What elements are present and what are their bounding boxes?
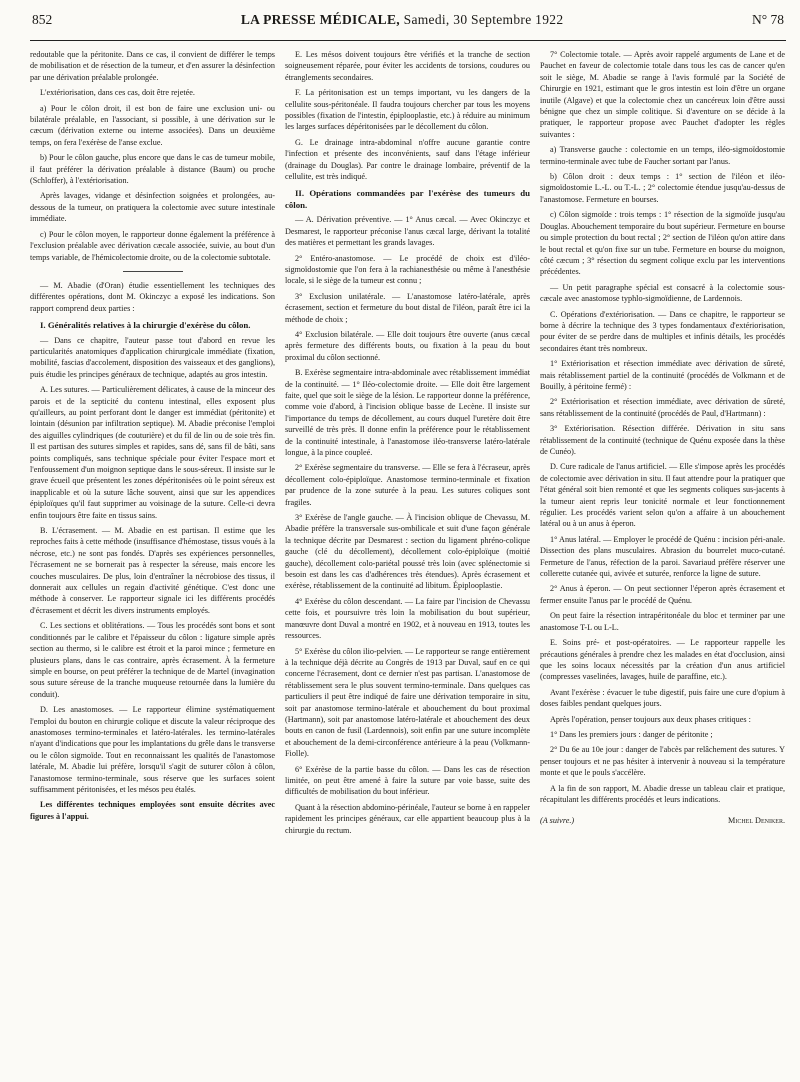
paragraph: 2° Exérèse segmentaire du transverse. — Elle se fera à l'écraseur, après décollement colo-épiploïque. Anastomose termino-terminale et fixation par prudence de la zone suturée à la peau. Les sutures coliques sont fragiles.	[285, 463, 530, 507]
article-columns	[30, 49, 786, 840]
paragraph: F. La péritonisation est un temps important, vu les dangers de la cellulite sous-péritonéale. Il faudra toujours chercher par tous les moyens possibles (fixation de l'intestin, épiplooplastie, etc.) à réduire au minimum les larges surfaces dépéritonisées par le décollement du côlon.	[285, 88, 530, 132]
paragraph: Les différentes techniques employées sont ensuite décrites avec figures à l'appui.	[30, 800, 275, 821]
paragraph: 3° Exclusion unilatérale. — L'anastomose latéro-latérale, après écrasement, section et fermeture du bout distal de l'iléon, paraît être ici la méthode de choix ;	[285, 291, 530, 324]
paragraph: Après l'opération, penser toujours aux deux phases critiques :	[550, 714, 751, 724]
author-name: Michel Deniker.	[728, 816, 785, 826]
paragraph: 4° Exclusion bilatérale. — Elle doit toujours être ouverte (anus cæcal après fermeture des différents bouts, ou fixation à la peau du bout proximal du côlon sectionné.	[285, 329, 530, 362]
paragraph: 2° Entéro-anastomose. — Le procédé de choix est d'iléo-sigmoïdostomie que l'on fera à la rachianesthésie ou même à l'anesthésie locale, si le siège de la tumeur est connu ;	[285, 253, 530, 286]
paragraph: 3° Exérèse de l'angle gauche. — À l'incision oblique de Chevassu, M. Abadie préfère la transversale sus-ombilicale et suit d'une façon générale la technique décrite par Desmarest : section du ligament phréno-colique gauche (clé du décollement), décollement colo-épiploïque (moitié gauche), décollement colo-pariétal poussé très loin (avec splénectomie si besoin est dans les cas d'adhérences très étendues). Après écrasement et exérèse, rétablissement de la continuité ad libitum. Épiplooplastie.	[285, 513, 530, 591]
paragraph: Après lavages, vidange et désinfection soignées et prolongées, au-dessous de la tumeur, on pratiquera la colectomie avec suture intestinale immédiate.	[30, 191, 275, 224]
issue-date: Samedi, 30 Septembre 1922	[403, 12, 564, 27]
paragraph: a) Pour le côlon droit, il est bon de faire une exclusion uni- ou bilatérale préalable, en l'associant, si possible, à une dérivation sur le cæcum (dérivation externe ou interne associées). Dans un deuxième temps, on fera l'exérèse de l'anse exclue.	[30, 103, 275, 147]
paragraph: 1° Extériorisation et résection immédiate avec dérivation de sûreté, mais rétablissement partiel de la continuité (procédés de Volkmann et de Bouilly, à péritoine fermé) :	[540, 359, 785, 391]
paragraph: 2° Extériorisation et résection immédiate, avec dérivation de sûreté, sans rétablissement de la continuité (procédés de Paul, d'Hartmann) :	[540, 397, 785, 418]
page-header	[30, 12, 786, 34]
paragraph: c) Pour le côlon moyen, le rapporteur donne également la préférence à l'exclusion préalable avec dérivation cæcale associée, suivie, au bout d'un temps variable, de l'hémicolectomie droite, ou de la colectomie subtotale.	[30, 229, 275, 262]
paragraph: 6° Exérèse de la partie basse du côlon. — Dans les cas de résection limitée, on peut être amené à faire la suture par voie basse, suite des difficultés de mobilisation du bout inférieur.	[285, 764, 530, 797]
paragraph: 7° Colectomie totale. — Après avoir rappelé arguments de Lane et de Pauchet en faveur de colectomie totale dans tous les cas de cancer qu'en soit le siège, M. Abadie se range à l'avis formulé par la Société de Chirurgie en 1921, estimant que le gros intestin est loin d'être un organe inutile (Algave) et que la colectomie chez un cancéreux loin d'être aussi bénigne que chez un simple colitique. Si d'aventure on se décide à la pratiquer, le rapporteur propose avec Pauchet d'adopter les règles suivantes :	[540, 50, 785, 139]
paragraph: A la fin de son rapport, M. Abadie dresse un tableau clair et pratique, récapitulant les différents procédés et leurs indications.	[540, 783, 785, 804]
paragraph: 1° Dans les premiers jours : danger de péritonite ;	[550, 729, 713, 739]
paragraph: redoutable que la péritonite. Dans ce cas, il convient de différer le temps de mobilisation et de résection de la tumeur, et d'en assurer la désinfection par une dérivation préalable prolongée.	[30, 50, 275, 82]
section-heading: I. Généralités relatives à la chirurgie d'exérèse du côlon.	[40, 320, 251, 331]
paragraph: Quant à la résection abdomino-périnéale, l'auteur se borne à en rappeler rapidement les principes généraux, car elle appartient beaucoup plus à la chirurgie du rectum.	[285, 802, 530, 835]
paragraph: 1° Anus latéral. — Employer le procédé de Quénu : incision péri-anale. Dissection des plans musculaires. Abrasion du bourrelet muco-cutané. Fermeture de l'anus, réfection de la paroi. Savariaud préfère réserver une collerette cutanée qui, avivée et suturée, renforce la ligne de suture.	[540, 534, 785, 579]
article-signature	[540, 815, 785, 826]
paragraph: b) Pour le côlon gauche, plus encore que dans le cas de tumeur mobile, il faut préférer la dérivation préalable à distance (Baum) ou proche (Schloffer), à l'extériorisation.	[30, 153, 275, 186]
continued-note: (A suivre.)	[540, 816, 575, 826]
paragraph: — A. Dérivation préventive. — 1° Anus cæcal. — Avec Okinczyc et Desmarest, le rapporteur préconise l'anus cæcal large, dérivant la totalité des matières et permettant les grands lavages.	[285, 215, 530, 248]
column-2	[285, 49, 530, 840]
paragraph: B. Exérèse segmentaire intra-abdominale avec rétablissement immédiat de la continuité. — 1° Iléo-colectomie droite. — Elle doit être largement faite, quel que soit le siège de la lésion. Le rapporteur donne la préférence, comme voie d'abord, à l'incision oblique basse de Lecène. Il insiste sur l'importance du temps de décollement, au cours duquel l'uretère doit être surveillé de très près. Il donne enfin la préférence pour le rétablissement de la continuité intestinale, à l'anastomose iléo-transverse latéro-latérale longue, à la pince coupleé.	[285, 368, 530, 457]
paragraph: 2° Anus à éperon. — On peut sectionner l'éperon après écrasement et fermer ensuite l'anus par le procédé de Quénu.	[540, 584, 785, 605]
paragraph: 3° Extériorisation. Résection différée. Dérivation in situ sans rétablissement de la continuité (technique de Quénu exposée dans la thèse de Cunéo).	[540, 424, 785, 456]
section-separator	[123, 271, 183, 272]
paragraph: B. L'écrasement. — M. Abadie en est partisan. Il estime que les reproches faits à cette méthode (insuffisance d'hémostase, tissus voués à la nécrose, etc.) ne sont pas fondés. D'après ses expériences personnelles, l'écrasement ne se bornerait pas à respecter la séreuse, mais encore les couches musculaires. De plus, loin d'entraîner la nécrobiose des tissus, il donnerait aux cellules un regain d'activité génétique. C'est donc une méthode à conserver. Le rapporteur signale ici les différents procédés d'écrasement et décrit les divers instruments employés.	[30, 526, 275, 615]
paragraph: On peut faire la résection intrapéritonéale du bloc et terminer par une anastomose T-L ou L-L.	[540, 611, 785, 632]
paragraph: 4° Exérèse du côlon descendant. — La faire par l'incision de Chevassu cette fois, et poursuivre très loin la mobilisation du bout supérieur, manœuvre dont Duval a montré en 1902, et à nouveau en 1913, toutes les ressources.	[285, 596, 530, 641]
issue-number: N° 78	[751, 12, 784, 27]
paragraph: E. Les mésos doivent toujours être vérifiés et la tranche de section soigneusement réparée, pour éviter les accidents de torsions, coudures ou étranglements secondaires.	[285, 50, 530, 82]
paragraph: a) Transverse gauche : colectomie en un temps, iléo-sigmoïdostomie termino-terminale avec tube de Faucher sortant par l'anus.	[540, 145, 785, 166]
paragraph: c) Côlon sigmoïde : trois temps : 1° résection de la sigmoïde jusqu'au Douglas. Abouchement temporaire du bout supérieur. Fermeture en bourse ou simple protection du bout rectal ; 2° section de l'iléon qu'on attire dans le bout rectal et qu'on fixe sur un tube. Fermeture en bourse du moignon, côté cæcum ; 3° résection du segment colique exclu par les interventions précédentes.	[540, 210, 785, 277]
paragraph: — Dans ce chapitre, l'auteur passe tout d'abord en revue les particularités anatomiques d'application chirurgicale immédiate (fixation, mobilité, fascias d'accolement, disposition des vaisseaux et des ganglions), puis étudie les principes généraux de technique, adaptés au gros intestin.	[30, 335, 275, 379]
paragraph: 2° Du 6e au 10e jour : danger de l'abcès par relâchement des sutures. Y penser toujours et ne pas hésiter à intervenir à nouveau si la température monte et que le pouls s'accélère.	[540, 745, 785, 778]
journal-name: LA PRESSE MÉDICALE,	[240, 12, 400, 27]
paragraph: 5° Exérèse du côlon ilio-pelvien. — Le rapporteur se range entièrement à la technique déjà décrite au Congrès de 1913 par Duval, sauf en ce qui concerne l'écrasement, dont ce dernier n'est pas partisan. L'anastomose de rétablissement sera le plus souvent termino-terminale. Dans quelques cas particuliers il peut être indiqué de faire une dérivation temporaire in situ, soit par anastomose termino-latérale et abouchement du bout proximal (Hartmann), soit par anastomose latéro-latérale et abouchement des deux bouts en canon de fusil (Lardennois), soit enfin par une suture incomplète et abouchement de la demi-circonférence antérieure à la peau (Volkmann-Fiolle).	[285, 646, 530, 759]
paragraph: E. Soins pré- et post-opératoires. — Le rapporteur rappelle les précautions générales à prendre chez les malades en état d'occlusion, ainsi que les soins locaux nécessités par la création d'un anus artificiel (compresses vaselinées, lavages, huile de paraffine, etc.).	[540, 638, 785, 682]
paragraph: — Un petit paragraphe spécial est consacré à la colectomie sous-cæcale avec anastomose typhlo-sigmoïdienne, de Lardennois.	[540, 282, 785, 304]
paragraph: A. Les sutures. — Particulièrement délicates, à cause de la minceur des parois et de la septicité du contenu intestinal, elles exposent plus qu'ailleurs, au point perforant dont le danger est immédiat (péritonite) et lointain (désunion par infiltration septique). M. Abadie préconise l'emploi des aiguilles cylindriques (de couturière) et du fil de lin ou de soie très fin. Il est partisan des sutures simples et rapides, sans dé, sans fil de bâti, sans points compliqués, sans technique spéciale pour éviter l'espace mort et l'enfoussement d'un moignon septique dans le sous-séreux. Il insiste sur le grave écueil que présentent les zones dépéritonisées où le point séreux est inapplicable et où la suture lâche souvent, ainsi que sur les appendices épiploïques qu'il faut supprimer au voisinage de la suture. Celle-ci devra enfin toujours être faite en tissus sains.	[30, 385, 275, 520]
paragraph: D. Cure radicale de l'anus artificiel. — Elle s'impose après les procédés de colectomie avec dérivation in situ. Il faut attendre pour la pratiquer que l'état général soit bien remonté et que les segments coliques sus-jacents à la tumeur aient repris leur tonicité normale et leur fonctionnement régulier. Les procédés varient selon qu'on a affaire à un abouchement latéral ou à un anus à éperon.	[540, 462, 785, 529]
paragraph: G. Le drainage intra-abdominal n'offre aucune garantie contre l'infection et présente des inconvénients, sauf dans l'étage inférieur (drainage du Douglas). Par contre le drainage lombaire, préventif de la cellulite, est très indiqué.	[285, 137, 530, 182]
paragraph: Avant l'exérèse : évacuer le tube digestif, puis faire une cure d'opium à doses faibles pendant quelques jours.	[540, 687, 785, 709]
paragraph: C. Opérations d'extériorisation. — Dans ce chapitre, le rapporteur se borne à décrire la technique des 3 types fondamentaux d'extériorisation, pour éviter de se perdre dans de multiples et infinis détails, les procédés secondaires étant très nombreux.	[540, 309, 785, 353]
journal-title	[241, 12, 564, 28]
column-1	[30, 49, 275, 840]
paragraph: b) Côlon droit : deux temps : 1° section de l'iléon et iléo-sigmoïdostomie L.-L. ou T.-L. ; 2° colectomie étendue jusqu'au-dessus de l'anastomose. Fermeture en bourses.	[540, 172, 785, 204]
paragraph: L'extériorisation, dans ces cas, doit être rejetée.	[40, 88, 195, 98]
header-rule	[30, 40, 786, 41]
column-3	[540, 49, 785, 840]
section-heading: II. Opérations commandées par l'exérèse des tumeurs du côlon.	[285, 188, 530, 210]
paragraph: — M. Abadie (d'Oran) étudie essentiellement les techniques des différentes opérations, dont M. Okinczyc a exposé les indications. Son rapport comprend deux parties :	[30, 280, 275, 313]
page-number: 852	[32, 12, 53, 27]
paragraph: D. Les anastomoses. — Le rapporteur élimine systématiquement l'emploi du bouton en chirurgie colique et discute la valeur réciproque des anastomoses termino-terminales et latéro-latérales. les termino-latérales n'ayant d'indications que pour les implantations du grêle dans le transverse ou le côlon sigmoïde. Tout en reconnaissant les qualités de l'anastomose latérale, M. Abadie lui préfère, lorsqu'il s'agit de suturer côlon à côlon, l'anastomose termino-terminale, sous réserve que les surfaces soient suffisamment péritonisées, et les mésos peu étalés.	[30, 705, 275, 794]
paragraph: C. Les sections et oblitérations. — Tous les procédés sont bons et sont conditionnés par le calibre et l'épaisseur du côlon : ligature simple après section au thermo, si le calibre est étroit et la paroi mince ; fermeture en plusieurs plans, dans le cas contraire, après écrasement. À la fermeture simple en bourse, on peut préférer la technique de de Martel (invagination sous suture séreuse de la tranche muqueuse retournée dans la lumière du conduit).	[30, 621, 275, 699]
